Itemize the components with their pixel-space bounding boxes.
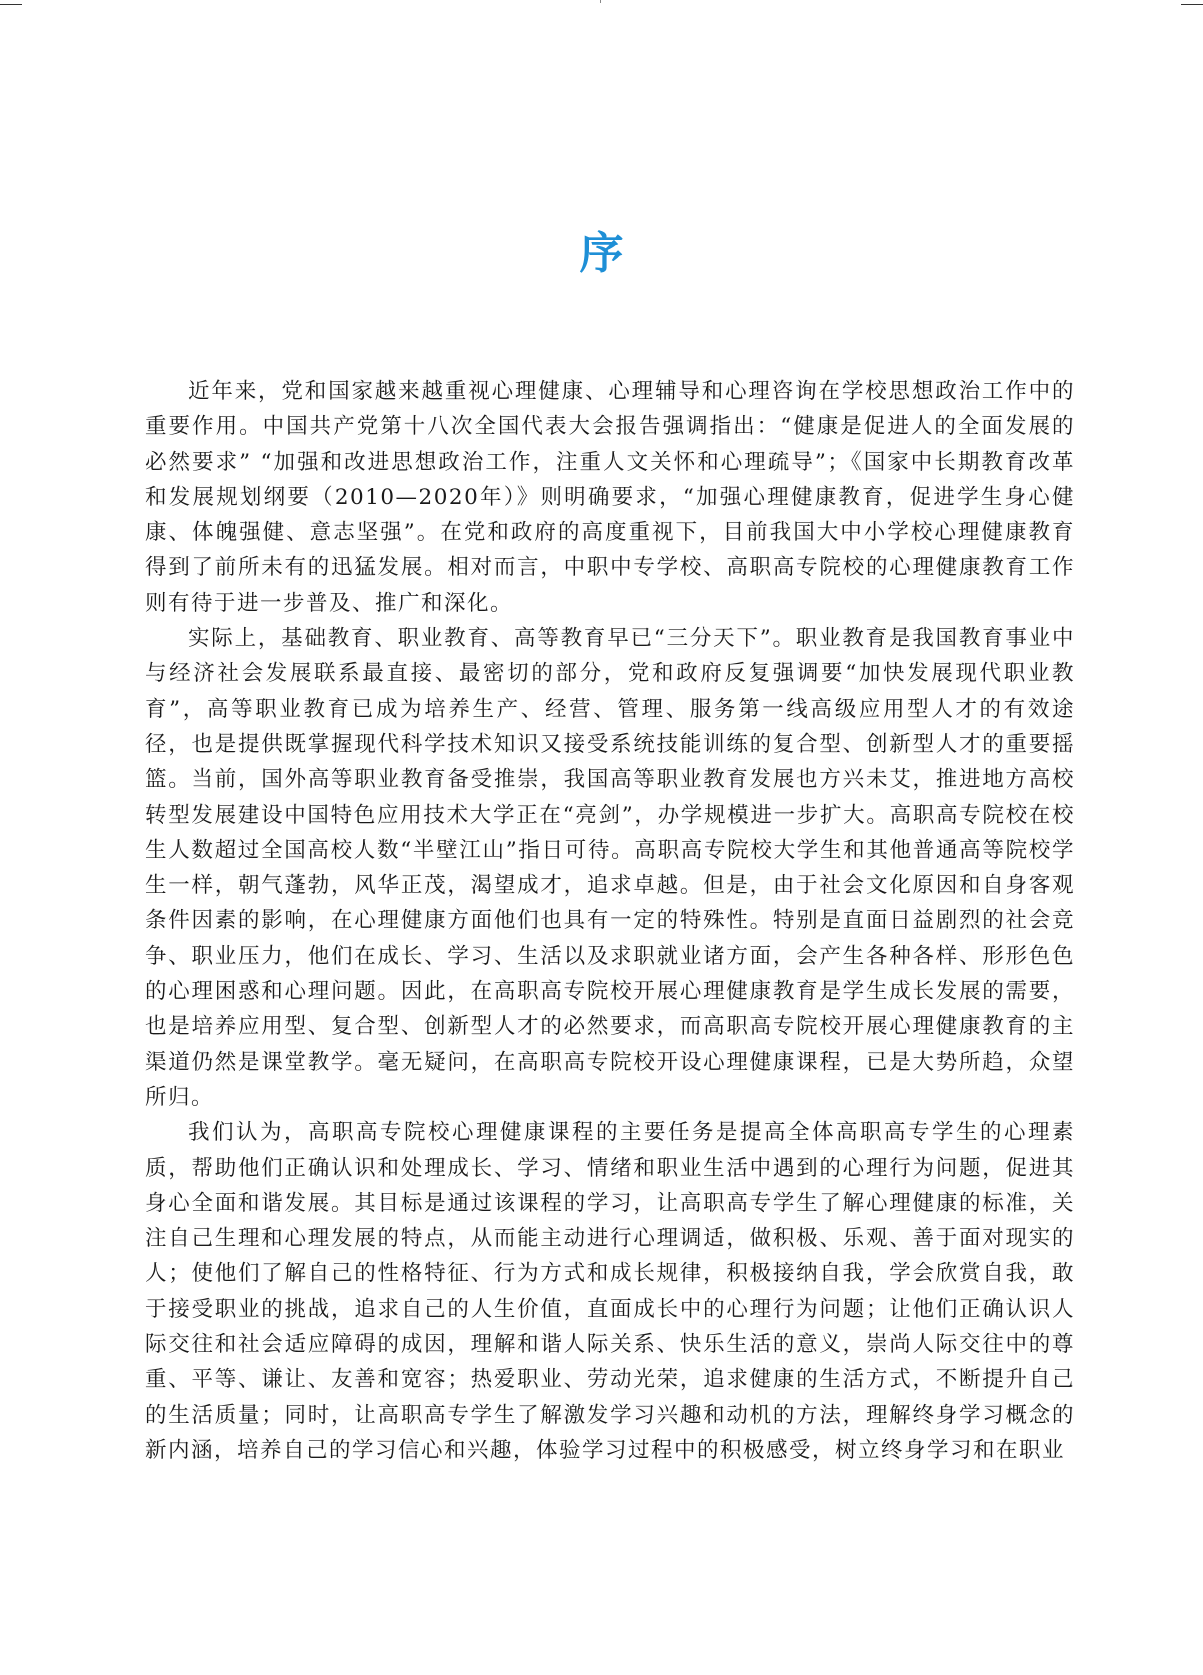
page-title: 序 — [579, 228, 624, 279]
preface-body — [145, 374, 1075, 1468]
paragraph-3: 我们认为，高职高专院校心理健康课程的主要任务是提高全体高职高专学生的心理素质，帮助他们正确认识和处理成长、学习、情绪和职业生活中遇到的心理行为问题，促进其身心全面和谐发展。其目标是通过该课程的学习，让高职高专学生了解心理健康的标准，关注自己生理和心理发展的特点，从而能主动进行心理调适，做积极、乐观、善于面对现实的人；使他们了解自己的性格特征、行为方式和成长规律，积极接纳自我，学会欣赏自我，敢于接受职业的挑战，追求自己的人生价值，直面成长中的心理行为问题；让他们正确认识人际交往和社会适应障碍的成因，理解和谐人际关系、快乐生活的意义，崇尚人际交往中的尊重、平等、谦让、友善和宽容；热爱职业、劳动光荣，追求健康的生活方式，不断提升自己的生活质量；同时，让高职高专学生了解激发学习兴趣和动机的方法，理解终身学习概念的新内涵，培养自己的学习信心和兴趣，体验学习过程中的积极感受，树立终身学习和在职业 — [145, 1120, 1075, 1463]
paragraph-1: 近年来，党和国家越来越重视心理健康、心理辅导和心理咨询在学校思想政治工作中的重要作用。中国共产党第十八次全国代表大会报告强调指出：“健康是促进人的全面发展的必然要求” “加强和改进思想政治工作，注重人文关怀和心理疏导”；《国家中长期教育改革和发展规划纲要（2010—2020年）》则明确要求，“加强心理健康教育，促进学生身心健康、体魄强健、意志坚强”。在党和政府的高度重视下，目前我国大中小学校心理健康教育得到了前所未有的迅猛发展。相对而言，中职中专学校、高职高专院校的心理健康教育工作则有待于进一步普及、推广和深化。 — [145, 379, 1075, 616]
crop-mark-right — [1181, 4, 1203, 5]
crop-mark-left — [0, 4, 22, 5]
center-tick-mark — [600, 0, 601, 3]
paragraph-2: 实际上，基础教育、职业教育、高等教育早已“三分天下”。职业教育是我国教育事业中与经济社会发展联系最直接、最密切的部分，党和政府反复强调要“加快发展现代职业教育”，高等职业教育已成为培养生产、经营、管理、服务第一线高级应用型人才的有效途径，也是提供既掌握现代科学技术知识又接受系统技能训练的复合型、创新型人才的重要摇篮。当前，国外高等职业教育备受推崇，我国高等职业教育发展也方兴未艾，推进地方高校转型发展建设中国特色应用技术大学正在“亮剑”，办学规模进一步扩大。高职高专院校在校生人数超过全国高校人数“半壁江山”指日可待。高职高专院校大学生和其他普通高等院校学生一样，朝气蓬勃，风华正茂，渴望成才，追求卓越。但是，由于社会文化原因和自身客观条件因素的影响，在心理健康方面他们也具有一定的特殊性。特别是直面日益剧烈的社会竞争、职业压力，他们在成长、学习、生活以及求职就业诸方面，会产生各种各样、形形色色的心理困惑和心理问题。因此，在高职高专院校开展心理健康教育是学生成长发展的需要，也是培养应用型、复合型、创新型人才的必然要求，而高职高专院校开展心理健康教育的主渠道仍然是课堂教学。毫无疑问，在高职高专院校开设心理健康课程，已是大势所趋，众望所归。 — [145, 626, 1075, 1110]
